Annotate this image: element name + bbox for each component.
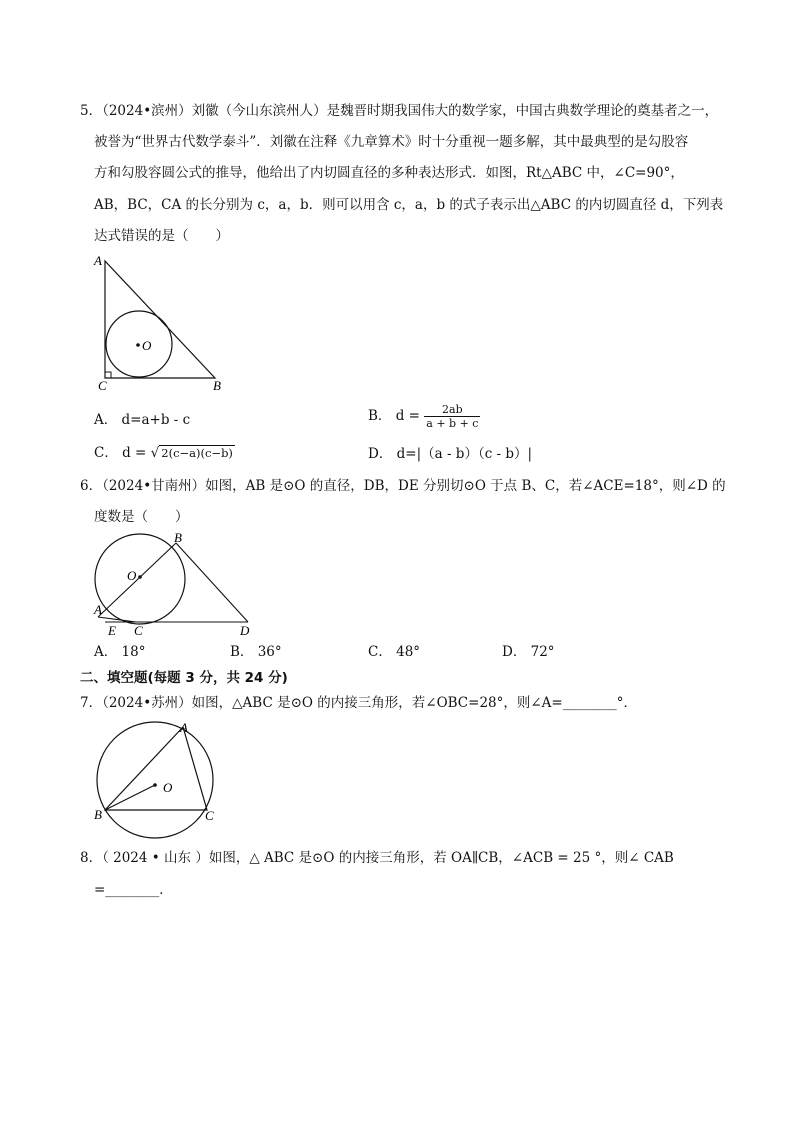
q8-line-1: 8．（ 2024 • 山东 ）如图，△ ABC 是⊙O 的内接三角形，若 OA∥CB，∠ACB = 25 °，则∠ CAB (80, 850, 674, 866)
q6-option-b: B． 36° (230, 644, 282, 660)
label-o: O (127, 568, 137, 583)
q6-figure-circle-tangents (90, 533, 260, 643)
label-c: C (134, 623, 143, 638)
q5-option-c-prefix: C． d = (94, 445, 147, 461)
q5-option-b-fraction (424, 403, 480, 430)
q7-line-1: 7．（2024•苏州）如图，△ABC 是⊙O 的内接三角形，若∠OBC=28°，则∠A=________°． (80, 695, 637, 711)
triangle-abc (105, 261, 215, 378)
q8-line-2: =________． (94, 882, 173, 898)
segment-ob (105, 785, 155, 810)
label-b: B (94, 807, 102, 822)
label-c: C (205, 808, 214, 823)
fraction-numerator: 2ab (442, 403, 463, 416)
fraction-denominator: a + b + c (426, 417, 479, 430)
q6-option-a: A． 18° (94, 644, 146, 660)
center-dot (153, 783, 157, 787)
circle-o (97, 722, 213, 838)
triangle-abc (105, 727, 207, 810)
q5-figure-right-triangle-incircle (92, 253, 232, 393)
q6-line-1: 6．（2024•甘南州）如图，AB 是⊙O 的直径，DB，DE 分别切⊙O 于点 B、C，若∠ACE=18°，则∠D 的 (80, 478, 726, 494)
label-b: B (174, 533, 182, 545)
q5-option-c (94, 443, 235, 463)
diameter-ab (98, 543, 176, 617)
q6-option-d: D． 72° (502, 644, 555, 660)
label-a: A (180, 720, 188, 735)
label-a: A (94, 253, 102, 268)
label-o: O (142, 338, 152, 353)
label-d: D (240, 623, 250, 638)
q5-option-c-radicand: 2(c−a)(c−b) (161, 446, 233, 460)
q5-option-b (368, 403, 480, 430)
q6-line-2: 度数是（ ） (94, 509, 189, 525)
q7-figure-inscribed-triangle (92, 718, 222, 843)
q5-option-b-prefix: B． d = (368, 408, 420, 424)
section-heading: 二、填空题(每题 3 分，共 24 分) (80, 670, 288, 686)
q5-line-5: 达式错误的是（ ） (94, 228, 229, 244)
q5-line-1: 5．（2024•滨州）刘徽（今山东滨州人）是魏晋时期我国伟大的数学家，中国古典数学理论的奠基者之一， (80, 103, 719, 119)
label-b: B (213, 378, 221, 393)
tangent-db (176, 543, 248, 622)
center-dot (136, 343, 140, 347)
q5-option-a: A． d=a+b - c (94, 412, 191, 428)
q5-option-d: D． d=|（a - b）（c - b）| (368, 446, 533, 462)
q5-line-4: AB，BC，CA 的长分别为 c，a，b．则可以用含 c，a，b 的式子表示出△ABC 的内切圆直径 d，下列表 (94, 197, 724, 213)
label-e: E (108, 623, 116, 638)
q5-line-3: 方和勾股容圆公式的推导，他给出了内切圆直径的多种表达形式．如图，Rt△ABC 中，∠C=90°， (94, 165, 684, 181)
q5-line-2: 被誉为“世界古代数学泰斗”．刘徽在注释《九章算术》时十分重视一题多解，其中最典型的是勾股容 (94, 134, 689, 150)
sqrt-symbol: √ (150, 445, 160, 461)
label-a: A (94, 602, 102, 617)
label-c: C (98, 378, 107, 393)
q6-option-c: C． 48° (368, 644, 421, 660)
center-dot (138, 575, 142, 579)
label-o: O (163, 780, 173, 795)
